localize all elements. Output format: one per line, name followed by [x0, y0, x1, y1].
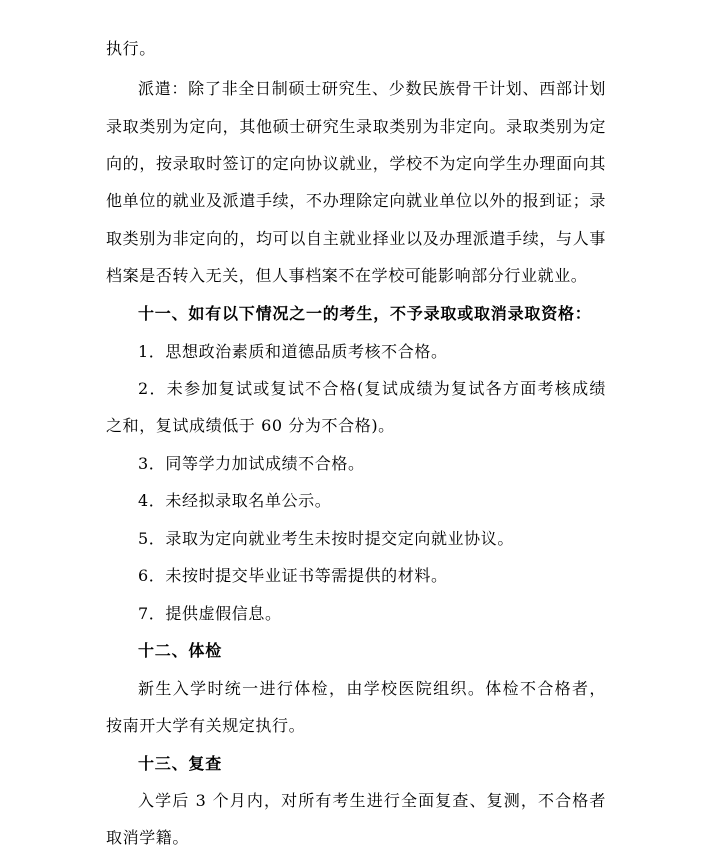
list-item: 7．提供虚假信息。 [138, 604, 282, 623]
list-item: 1．思想政治素质和道德品质考核不合格。 [138, 342, 448, 361]
section-13-heading: 十三、复查 [138, 754, 223, 773]
list-item: 3．同等学力加试成绩不合格。 [138, 454, 365, 473]
dispatch-paragraph-line: 向的，按录取时签订的定向协议就业，学校不为定向学生办理面向其 [106, 154, 606, 173]
list-item: 4．未经拟录取名单公示。 [138, 491, 332, 510]
list-item-continuation: 之和，复试成绩低于 60 分为不合格)。 [106, 416, 395, 435]
section-12-body-line: 按南开大学有关规定执行。 [106, 716, 306, 735]
dispatch-paragraph-line: 派遣：除了非全日制硕士研究生、少数民族骨干计划、西部计划 [138, 79, 606, 98]
section-11-heading: 十一、如有以下情况之一的考生，不予录取或取消录取资格： [138, 304, 592, 323]
list-item: 6．未按时提交毕业证书等需提供的材料。 [138, 566, 448, 585]
list-item: 5．录取为定向就业考生未按时提交定向就业协议。 [138, 529, 514, 548]
section-12-heading: 十二、体检 [138, 641, 223, 660]
paragraph-continuation: 执行。 [106, 39, 156, 58]
section-13-body-line: 取消学籍。 [106, 828, 190, 847]
dispatch-paragraph-line: 档案是否转入无关，但人事档案不在学校可能影响部分行业就业。 [106, 266, 588, 285]
dispatch-paragraph-line: 他单位的就业及派遣手续，不办理除定向就业单位以外的报到证；录 [106, 191, 606, 210]
section-12-body-line: 新生入学时统一进行体检，由学校医院组织。体检不合格者， [138, 679, 606, 698]
list-item: 2．未参加复试或复试不合格(复试成绩为复试各方面考核成绩 [138, 379, 606, 398]
section-13-body-line: 入学后 3 个月内，对所有考生进行全面复查、复测，不合格者 [138, 791, 606, 810]
dispatch-paragraph-line: 录取类别为定向，其他硕士研究生录取类别为非定向。录取类别为定 [106, 117, 606, 136]
dispatch-paragraph-line: 取类别为非定向的，均可以自主就业择业以及办理派遣手续，与人事 [106, 229, 606, 248]
